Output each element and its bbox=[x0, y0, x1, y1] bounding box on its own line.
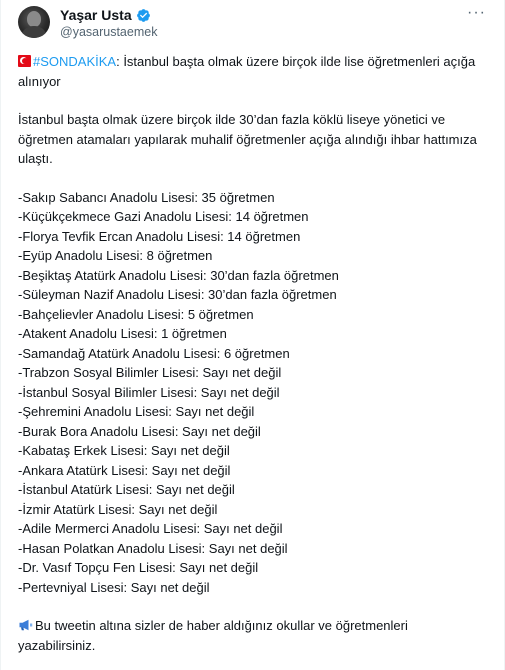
tweet-header bbox=[18, 6, 490, 46]
headline-text: : İstanbul başta olmak üzere birçok ilde lise öğretmenleri açığa alınıyor bbox=[18, 54, 476, 89]
avatar-face bbox=[27, 11, 41, 27]
hashtag-link[interactable]: #SONDAKİKA bbox=[33, 54, 117, 69]
list-item: -Dr. Vasıf Topçu Fen Lisesi: Sayı net değil bbox=[18, 560, 259, 575]
list-item: -Küçükçekmece Gazi Anadolu Lisesi: 14 öğretmen bbox=[18, 209, 309, 224]
school-list bbox=[18, 188, 488, 598]
list-item: -İstanbul Atatürk Lisesi: Sayı net değil bbox=[18, 482, 235, 497]
list-item: -Atakent Anadolu Lisesi: 1 öğretmen bbox=[18, 326, 227, 341]
list-item: -Beşiktaş Atatürk Anadolu Lisesi: 30’dan fazla öğretmen bbox=[18, 267, 339, 283]
turkey-flag-icon bbox=[18, 55, 31, 67]
list-item: -Samandağ Atatürk Anadolu Lisesi: 6 öğretmen bbox=[18, 345, 290, 361]
list-item: -Eyüp Anadolu Lisesi: 8 öğretmen bbox=[18, 248, 213, 263]
handle[interactable]: @yasarustaemek bbox=[60, 25, 158, 39]
list-item: -Ankara Atatürk Lisesi: Sayı net değil bbox=[18, 462, 231, 478]
avatar[interactable] bbox=[18, 6, 50, 38]
list-item: -Kabataş Erkek Lisesi: Sayı net değil bbox=[18, 443, 230, 458]
closing-paragraph bbox=[18, 616, 488, 655]
avatar-body bbox=[22, 26, 46, 38]
tweet-text bbox=[18, 52, 488, 655]
list-item: -Hasan Polatkan Anadolu Lisesi: Sayı net değil bbox=[18, 540, 288, 556]
list-item: -Bahçelievler Anadolu Lisesi: 5 öğretmen bbox=[18, 306, 254, 322]
verified-badge-icon bbox=[136, 8, 151, 23]
megaphone-icon bbox=[18, 619, 33, 631]
spacer bbox=[18, 91, 488, 110]
name-row bbox=[60, 7, 151, 23]
list-item: -Burak Bora Anadolu Lisesi: Sayı net değil bbox=[18, 423, 261, 439]
list-item: -Adile Mermerci Anadolu Lisesi: Sayı net değil bbox=[18, 521, 283, 536]
closing-text: Bu tweetin altına sizler de haber aldığınız okullar ve öğretmenleri yazabilirsiniz. bbox=[18, 618, 408, 653]
intro-paragraph: İstanbul başta olmak üzere birçok ilde 30’dan fazla köklü liseye yönetici ve öğretmen atamaları yapılarak muhalif öğretmenler açığa alındığı ihbar hattımıza ulaştı. bbox=[18, 112, 477, 166]
list-item: -İzmir Atatürk Lisesi: Sayı net değil bbox=[18, 501, 218, 517]
display-name[interactable]: Yaşar Usta bbox=[60, 7, 132, 23]
list-item: -Trabzon Sosyal Bilimler Lisesi: Sayı net değil bbox=[18, 365, 282, 380]
list-item: -Pertevniyal Lisesi: Sayı net değil bbox=[18, 579, 210, 595]
headline bbox=[18, 52, 488, 91]
more-options-icon[interactable]: ··· bbox=[467, 4, 486, 21]
spacer bbox=[18, 169, 488, 188]
list-item: -İstanbul Sosyal Bilimler Lisesi: Sayı net değil bbox=[18, 384, 280, 400]
list-item: -Sakıp Sabancı Anadolu Lisesi: 35 öğretmen bbox=[18, 189, 275, 205]
list-item: -Süleyman Nazif Anadolu Lisesi: 30’dan fazla öğretmen bbox=[18, 287, 337, 302]
list-item: -Şehremini Anadolu Lisesi: Sayı net değil bbox=[18, 404, 255, 419]
spacer bbox=[18, 597, 488, 616]
list-item: -Florya Tevfik Ercan Anadolu Lisesi: 14 öğretmen bbox=[18, 228, 301, 244]
